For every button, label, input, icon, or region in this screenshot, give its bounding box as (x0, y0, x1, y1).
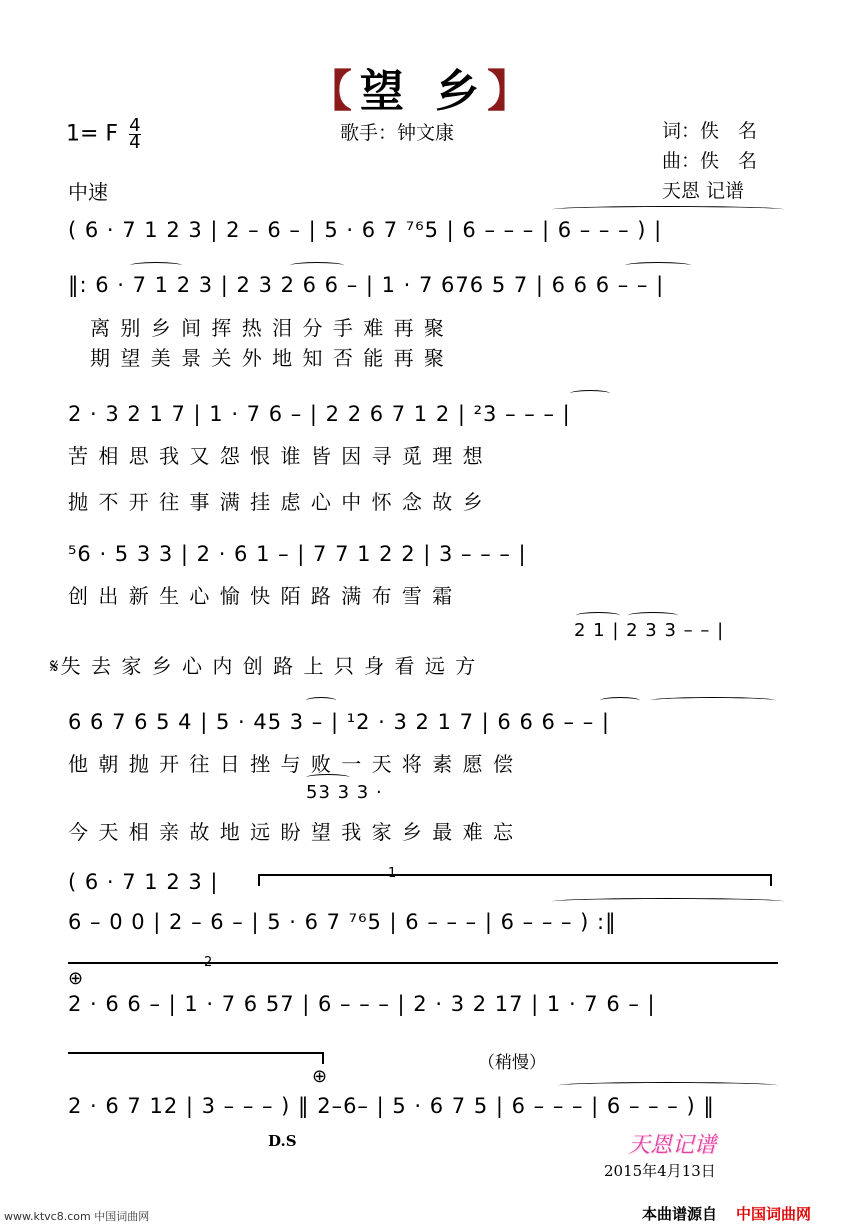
slur (628, 612, 678, 619)
coda-sign-2: ⊕ (312, 1066, 328, 1087)
tempo-marking: 中速 (68, 180, 108, 204)
score-line-4b: 2 1 | 2 3 3 – – | (574, 620, 725, 641)
title-bracket-open: 【 (307, 66, 360, 117)
time-signature (129, 115, 141, 153)
transcriber-credit: 天恩 记谱 (662, 180, 745, 202)
footer-site-left[interactable]: www.ktvc8.com 中国词曲网 (4, 1210, 150, 1223)
volta-1-label: 1 (388, 866, 397, 881)
score-line-5: 6 6 7 6 5 4 | 5 · 45 3 – | ¹2 · 3 2 1 7 | 6 6 6 – – | (68, 710, 610, 734)
coda-bracket-end (322, 1052, 324, 1064)
lyric-line-3a: 苦 相 思 我 又 怨 恨 谁 皆 因 寻 觅 理 想 (68, 444, 485, 468)
time-top: 4 (129, 115, 141, 136)
key-label: 1= F (66, 121, 119, 147)
footer-source-label: 本曲谱源自 (642, 1205, 718, 1223)
slur (576, 612, 620, 619)
ds-marking: D.S (268, 1132, 297, 1150)
song-title (0, 55, 847, 119)
slur (650, 697, 776, 704)
key-signature (66, 115, 141, 153)
lyric-line-4a: 创 出 新 生 心 愉 快 陌 路 满 布 雪 霜 (68, 584, 455, 608)
score-line-2: ‖: 6 · 7 1 2 3 | 2 3 2 6 6 – | 1 · 7 676 5 7 | 6 6 6 – – | (68, 273, 665, 297)
title-bracket-close: 】 (487, 66, 540, 117)
slur (130, 262, 182, 269)
lyric-line-3b: 抛 不 开 往 事 满 挂 虑 心 中 怀 念 故 乡 (68, 490, 485, 514)
transcription-date: 2015年4月13日 (604, 1162, 716, 1180)
slur (306, 697, 336, 704)
lyric-line-2b: 期 望 美 景 关 外 地 知 否 能 再 聚 (90, 346, 446, 370)
score-line-7: 2 · 6 6 – | 1 · 7 6 57 | 6 – – – | 2 · 3 2 17 | 1 · 7 6 – | (68, 992, 656, 1016)
composer-credit: 曲：佚 名 (662, 150, 758, 172)
volta-2-label: 2 (204, 955, 213, 970)
lyric-line-5b: 今 天 相 亲 故 地 远 盼 望 我 家 乡 最 难 忘 (68, 820, 516, 844)
score-line-3: 2 · 3 2 1 7 | 1 · 7 6 – | 2 2 6 7 1 2 | ²3 – – – | (68, 402, 571, 426)
slur (290, 262, 344, 269)
slur (600, 697, 640, 704)
lyricist-credit: 词：佚 名 (662, 120, 758, 142)
footer-source-site[interactable]: 中国词曲网 (736, 1205, 812, 1223)
title-text: 望 乡 (359, 66, 488, 117)
slur (625, 262, 691, 269)
volta-1-right (770, 874, 772, 886)
volta-1-bracket (258, 874, 772, 876)
tie-slur (552, 206, 784, 213)
score-line-6: 6 – 0 0 | 2 – 6 – | 5 · 6 7 ⁷⁶5 | 6 – – – | 6 – – – ) :‖ (68, 910, 617, 934)
slur (570, 390, 610, 397)
time-bottom: 4 (129, 132, 141, 153)
coda-bracket (68, 1052, 324, 1054)
score-line-1: ( 6 · 7 1 2 3 | 2 – 6 – | 5 · 6 7 ⁷⁶5 | 6 – – – | 6 – – – ) | (68, 218, 663, 242)
score-line-8: 2 · 6 7 12 | 3 – – – ) ‖ 2–6– | 5 · 6 7 5 | 6 – – – | 6 – – – ) ‖ (68, 1094, 715, 1118)
slow-marking: （稍慢） (478, 1053, 546, 1073)
tie-slur (552, 898, 784, 905)
lyric-line-2a: 离 别 乡 间 挥 热 泪 分 手 难 再 聚 (90, 316, 446, 340)
singer-credit: 歌手：钟文康 (340, 122, 455, 144)
score-line-6a: ( 6 · 7 1 2 3 | (68, 870, 219, 894)
lyric-line-4b: 𝄋失 去 家 乡 心 内 创 路 上 只 身 看 远 方 (50, 654, 478, 678)
score-line-5b: 53 3 3 · (306, 782, 383, 803)
tie-slur (558, 1082, 778, 1089)
lyric-line-5a: 他 朝 抛 开 往 日 挫 与 败 一 天 将 素 愿 偿 (68, 752, 516, 776)
volta-1-left (258, 874, 260, 886)
coda-sign: ⊕ (68, 968, 84, 989)
score-line-4: ⁵6 · 5 3 3 | 2 · 6 1 – | 7 7 1 2 2 | 3 – – – | (68, 542, 527, 566)
slur (306, 774, 350, 781)
volta-2-bracket (68, 962, 778, 964)
transcriber-stamp: 天恩记谱 (628, 1133, 717, 1158)
